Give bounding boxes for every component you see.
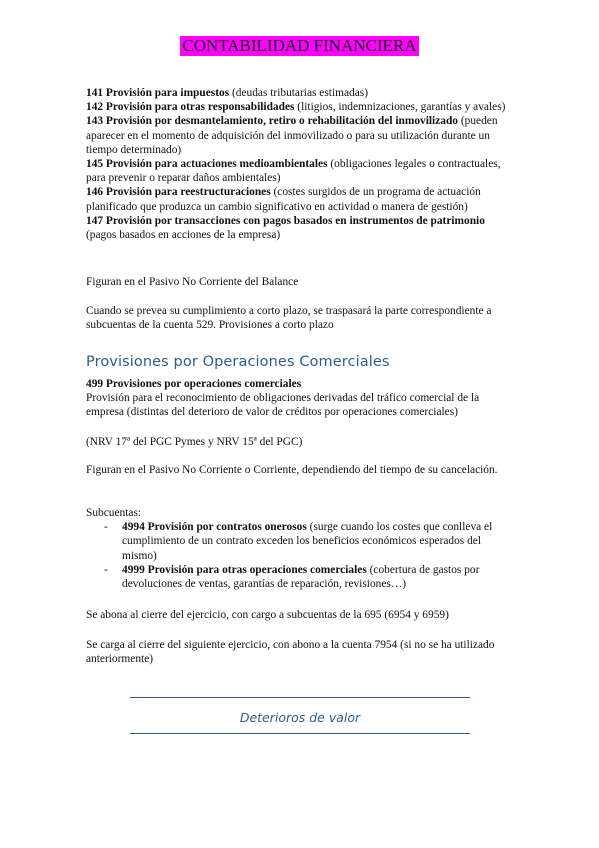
list-item bbox=[86, 520, 516, 563]
subcuenta-desc: (cobertura de gastos por devoluciones de ventas, garantías de reparación, revisiones…) bbox=[122, 563, 480, 591]
account-item bbox=[86, 157, 516, 185]
account-item bbox=[86, 114, 516, 157]
list-dash: - bbox=[104, 521, 108, 534]
account-title: 142 Provisión para otras responsabilidades bbox=[86, 101, 295, 114]
account-desc: (pueden aparecer en el momento de adquisición del inmovilizado o para su utilización durante un tiempo determinado) bbox=[86, 115, 498, 156]
footer-section-heading: Deterioros de valor bbox=[239, 710, 361, 725]
subcuenta-desc: (surge cuando los costes que conlleva el cumplimiento de un contrato exceden los beneficios económicos esperados del mismo) bbox=[122, 521, 493, 562]
title-container bbox=[0, 36, 599, 56]
divider-bottom bbox=[130, 733, 470, 734]
nrv-paragraph: (NRV 17ª del PGC Pymes y NRV 15ª del PGC) bbox=[86, 436, 303, 448]
subcuenta-title: 4994 Provisión por contratos onerosos bbox=[122, 521, 307, 534]
figuran-block bbox=[86, 463, 516, 477]
divider-top bbox=[130, 697, 470, 698]
account-title: 143 Provisión por desmantelamiento, retiro o rehabilitación del inmovilizado bbox=[86, 115, 458, 128]
account-title: 141 Provisión para impuestos bbox=[86, 87, 230, 99]
account-499-title: 499 Provisiones por operaciones comerciales bbox=[86, 378, 302, 390]
carga-block bbox=[86, 638, 516, 666]
subcuentas-block bbox=[86, 506, 516, 591]
account-desc: (obligaciones legales o contractuales, para prevenir o reparar daños ambientales) bbox=[86, 158, 501, 185]
subcuentas-label: Subcuentas: bbox=[86, 507, 142, 519]
list-dash: - bbox=[104, 563, 108, 576]
account-title: 145 Provisión para actuaciones medioambientales bbox=[86, 158, 328, 171]
subcuenta-title: 4999 Provisión para otras operaciones comerciales bbox=[122, 563, 367, 576]
accounts-list bbox=[86, 86, 516, 242]
account-desc: (litigios, indemnizaciones, garantías y avales) bbox=[294, 101, 506, 114]
page-title: CONTABILIDAD FINANCIERA bbox=[182, 36, 417, 55]
account-499-block bbox=[86, 377, 516, 420]
pasivo-paragraph-block bbox=[86, 275, 516, 289]
figuran-paragraph: Figuran en el Pasivo No Corriente o Corriente, dependiendo del tiempo de su cancelación. bbox=[86, 464, 498, 476]
account-item bbox=[86, 86, 516, 100]
carga-paragraph: Se carga al cierre del siguiente ejercicio, con abono a la cuenta 7954 (si no se ha utilizado anteriormente) bbox=[86, 639, 495, 666]
pasivo-paragraph: Figuran en el Pasivo No Corriente del Balance bbox=[86, 276, 299, 288]
abona-paragraph: Se abona al cierre del ejercicio, con cargo a subcuentas de la 695 (6954 y 6959) bbox=[86, 609, 449, 621]
nrv-block bbox=[86, 435, 516, 449]
abona-block bbox=[86, 608, 516, 622]
account-item bbox=[86, 100, 516, 114]
corto-plazo-paragraph: Cuando se prevea su cumplimiento a corto plazo, se traspasará la parte correspondiente a subcuentas de la cuenta 529. Provisiones a corto plazo bbox=[86, 305, 492, 332]
subcuentas-list bbox=[86, 520, 516, 591]
account-item bbox=[86, 214, 516, 242]
account-desc: (pagos basados en acciones de la empresa) bbox=[86, 229, 281, 242]
account-title: 147 Provisión por transacciones con pagos basados en instrumentos de patrimonio bbox=[86, 214, 485, 227]
section-heading: Provisiones por Operaciones Comerciales bbox=[86, 354, 390, 370]
account-499-description: Provisión para el reconocimiento de obligaciones derivadas del tráfico comercial de la empresa (distintas del deterioro de valor de créditos por operaciones comerciales) bbox=[86, 392, 480, 419]
account-desc: (deudas tributarias estimadas) bbox=[229, 87, 368, 99]
list-item bbox=[86, 563, 516, 591]
account-desc: (costes surgidos de un programa de actuación planificado que produzca un cambio significativo en actividad o manera de gestión) bbox=[86, 186, 481, 213]
corto-plazo-paragraph-block bbox=[86, 304, 516, 332]
account-item bbox=[86, 185, 516, 213]
account-title: 146 Provisión para reestructuraciones bbox=[86, 186, 271, 199]
